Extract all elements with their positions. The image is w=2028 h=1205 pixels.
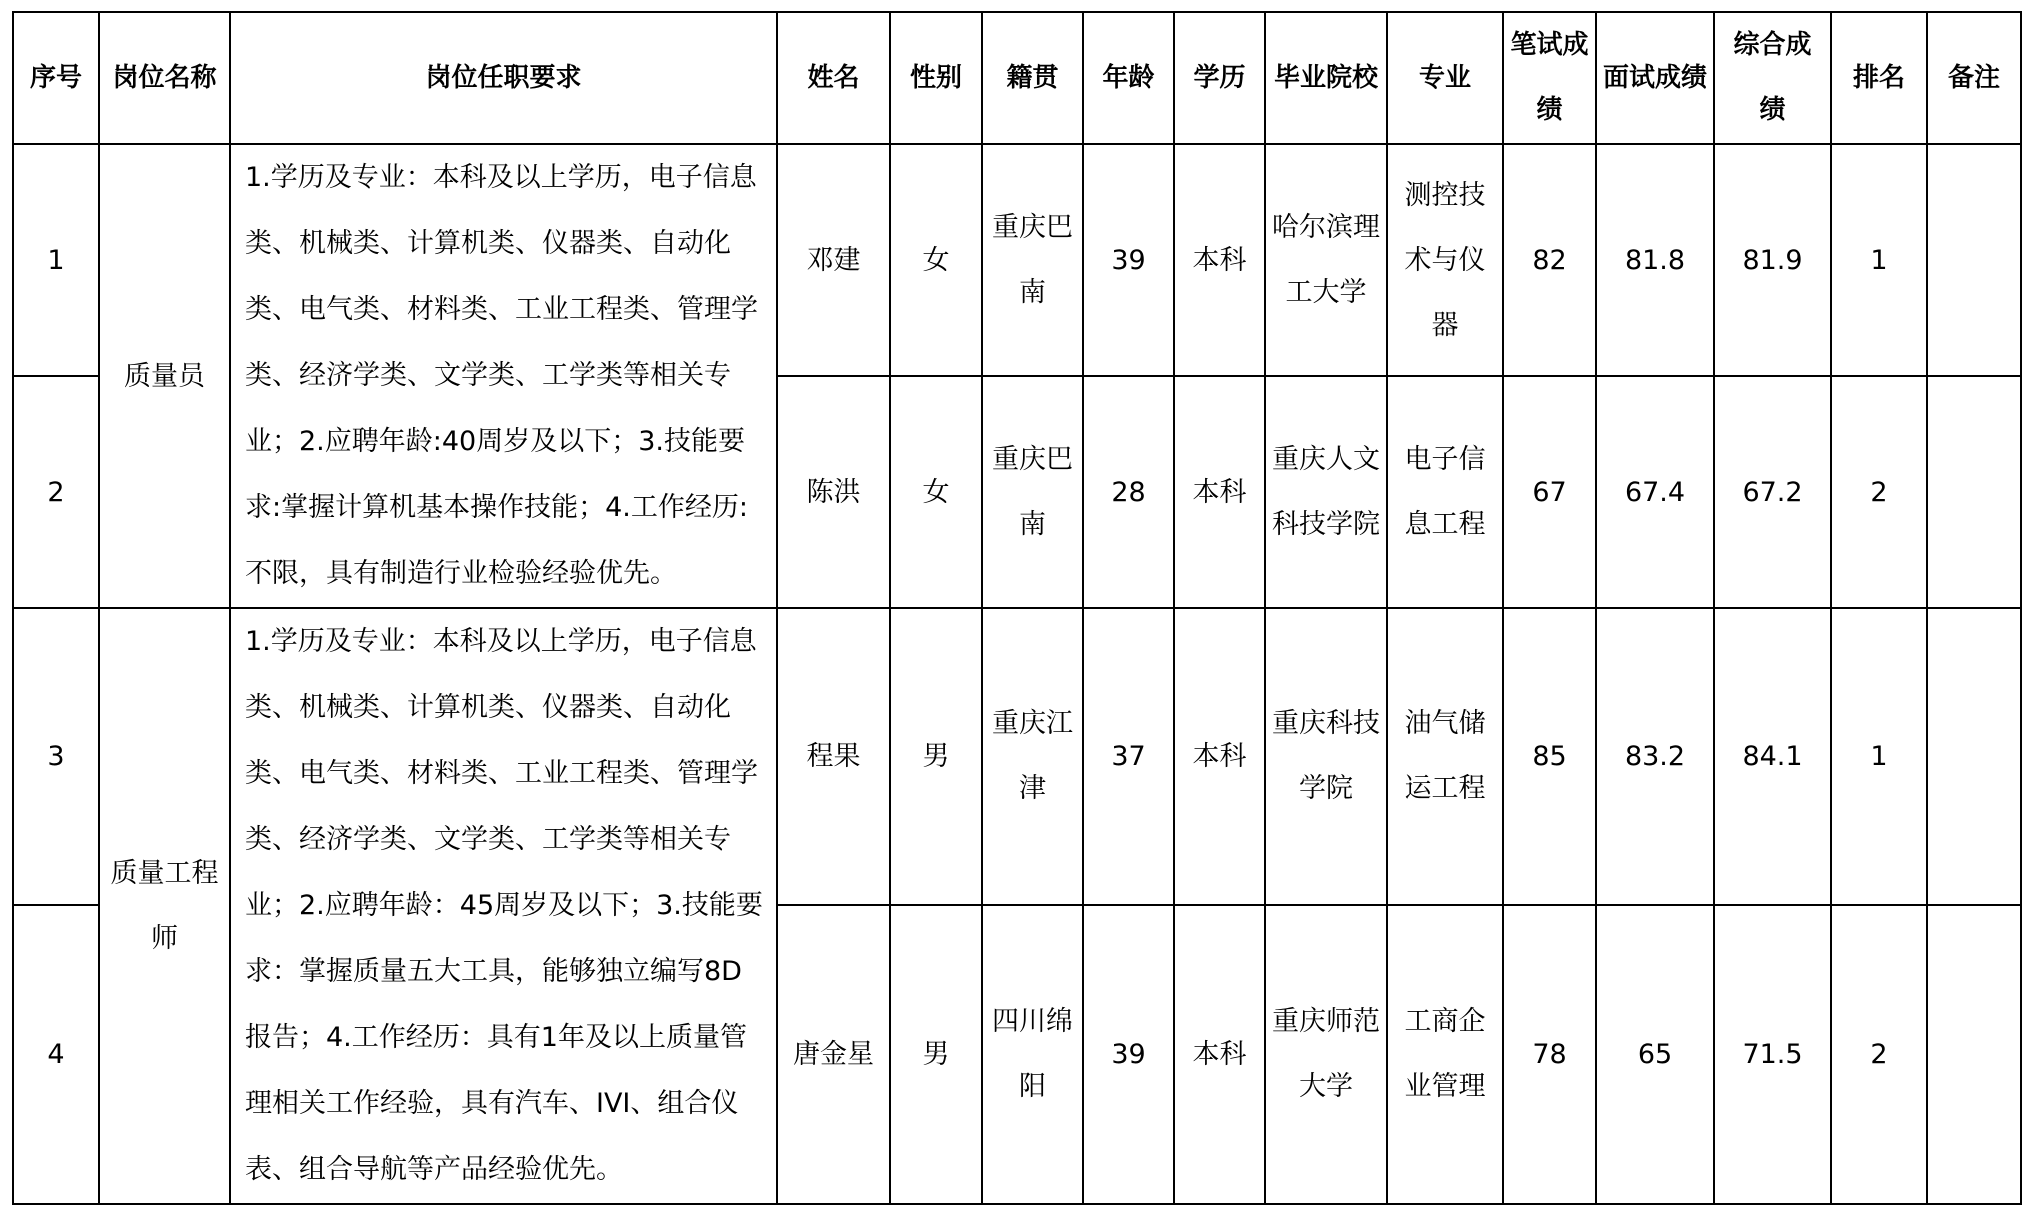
row-written-score: 85 [1503, 608, 1596, 905]
row-major-text: 测控技术与仪器 [1404, 179, 1486, 341]
table-row [13, 608, 2021, 905]
row-gender: 男 [890, 905, 982, 1204]
row-gender: 女 [890, 144, 982, 376]
row-no: 1 [13, 144, 99, 376]
header-school [1265, 12, 1387, 144]
header-total-text: 综合成绩 [1733, 30, 1812, 125]
header-interview-text: 面试成绩 [1603, 62, 1708, 93]
row-major [1387, 905, 1503, 1204]
row-remark [1927, 144, 2021, 376]
row-major-text: 油气储运工程 [1404, 708, 1486, 805]
header-origin: 籍贯 [982, 12, 1083, 144]
header-age: 年龄 [1083, 12, 1174, 144]
position-cell [99, 608, 230, 1204]
header-written-text: 笔试成绩 [1510, 30, 1589, 125]
header-position: 岗位名称 [99, 12, 230, 144]
header-written [1503, 12, 1596, 144]
row-school-text: 重庆师范大学 [1272, 1006, 1380, 1103]
requirements-cell: 1.学历及专业：本科及以上学历，电子信息类、机械类、计算机类、仪器类、自动化类、电气类、材料类、工业工程类、管理学类、经济学类、文学类、工学类等相关专业；2.应聘年龄：45周岁及以下；3.技能要求：掌握质量五大工具，能够独立编写8D报告；4.工作经历：具有1年及以上质量管理相关工作经验，具有汽车、IVI、组合仪表、组合导航等产品经验优先。 [230, 608, 777, 1204]
row-education: 本科 [1174, 905, 1265, 1204]
row-origin [982, 905, 1083, 1204]
header-rank: 排名 [1831, 12, 1927, 144]
row-school-text: 哈尔滨理工大学 [1272, 212, 1380, 308]
row-age: 37 [1083, 608, 1174, 905]
row-school [1265, 376, 1387, 608]
header-row [13, 12, 2021, 144]
row-rank: 1 [1831, 144, 1927, 376]
header-no: 序号 [13, 12, 99, 144]
header-requirements: 岗位任职要求 [230, 12, 777, 144]
row-written-score: 67 [1503, 376, 1596, 608]
row-origin [982, 144, 1083, 376]
position-cell [99, 144, 230, 608]
header-name: 姓名 [777, 12, 890, 144]
row-school [1265, 144, 1387, 376]
row-age: 28 [1083, 376, 1174, 608]
row-interview-score: 81.8 [1596, 144, 1714, 376]
row-school-text: 重庆人文科技学院 [1272, 444, 1380, 540]
requirements-cell: 1.学历及专业：本科及以上学历，电子信息类、机械类、计算机类、仪器类、自动化类、电气类、材料类、工业工程类、管理学类、经济学类、文学类、工学类等相关专业；2.应聘年龄:40周岁及以下；3.技能要求:掌握计算机基本操作技能；4.工作经历:不限，具有制造行业检验经验优先。 [230, 144, 777, 608]
row-education: 本科 [1174, 144, 1265, 376]
row-age: 39 [1083, 905, 1174, 1204]
header-gender: 性别 [890, 12, 982, 144]
row-major [1387, 376, 1503, 608]
table-row [13, 144, 2021, 376]
row-origin [982, 376, 1083, 608]
row-age: 39 [1083, 144, 1174, 376]
row-no: 4 [13, 905, 99, 1204]
row-origin-text: 重庆巴南 [992, 212, 1073, 308]
row-origin-text: 重庆巴南 [992, 444, 1073, 540]
header-total [1714, 12, 1831, 144]
header-education: 学历 [1174, 12, 1265, 144]
row-written-score: 78 [1503, 905, 1596, 1204]
row-origin [982, 608, 1083, 905]
row-total-score: 81.9 [1714, 144, 1831, 376]
row-rank: 2 [1831, 905, 1927, 1204]
row-remark [1927, 608, 2021, 905]
row-major-text: 电子信息工程 [1404, 444, 1486, 540]
recruitment-results-table [12, 11, 2022, 1205]
row-name: 邓建 [777, 144, 890, 376]
row-interview-score: 65 [1596, 905, 1714, 1204]
header-remark: 备注 [1927, 12, 2021, 144]
row-origin-text: 重庆江津 [992, 708, 1073, 805]
row-rank: 2 [1831, 376, 1927, 608]
row-major [1387, 144, 1503, 376]
row-remark [1927, 376, 2021, 608]
row-school [1265, 905, 1387, 1204]
row-gender: 女 [890, 376, 982, 608]
header-school-text: 毕业院校 [1273, 62, 1378, 93]
results-table-page [12, 11, 2020, 1198]
row-name: 陈洪 [777, 376, 890, 608]
row-total-score: 71.5 [1714, 905, 1831, 1204]
header-major: 专业 [1387, 12, 1503, 144]
row-total-score: 67.2 [1714, 376, 1831, 608]
row-education: 本科 [1174, 376, 1265, 608]
position-name: 质量员 [124, 360, 205, 392]
row-no: 3 [13, 608, 99, 905]
row-origin-text: 四川绵阳 [992, 1006, 1073, 1103]
row-remark [1927, 905, 2021, 1204]
row-interview-score: 67.4 [1596, 376, 1714, 608]
header-interview [1596, 12, 1714, 144]
row-interview-score: 83.2 [1596, 608, 1714, 905]
position-name: 质量工程师 [110, 858, 219, 954]
row-major-text: 工商企业管理 [1404, 1006, 1486, 1103]
row-school-text: 重庆科技学院 [1272, 708, 1380, 805]
row-name: 唐金星 [777, 905, 890, 1204]
row-education: 本科 [1174, 608, 1265, 905]
row-name: 程果 [777, 608, 890, 905]
row-rank: 1 [1831, 608, 1927, 905]
row-total-score: 84.1 [1714, 608, 1831, 905]
row-school [1265, 608, 1387, 905]
row-gender: 男 [890, 608, 982, 905]
row-major [1387, 608, 1503, 905]
row-written-score: 82 [1503, 144, 1596, 376]
row-no: 2 [13, 376, 99, 608]
